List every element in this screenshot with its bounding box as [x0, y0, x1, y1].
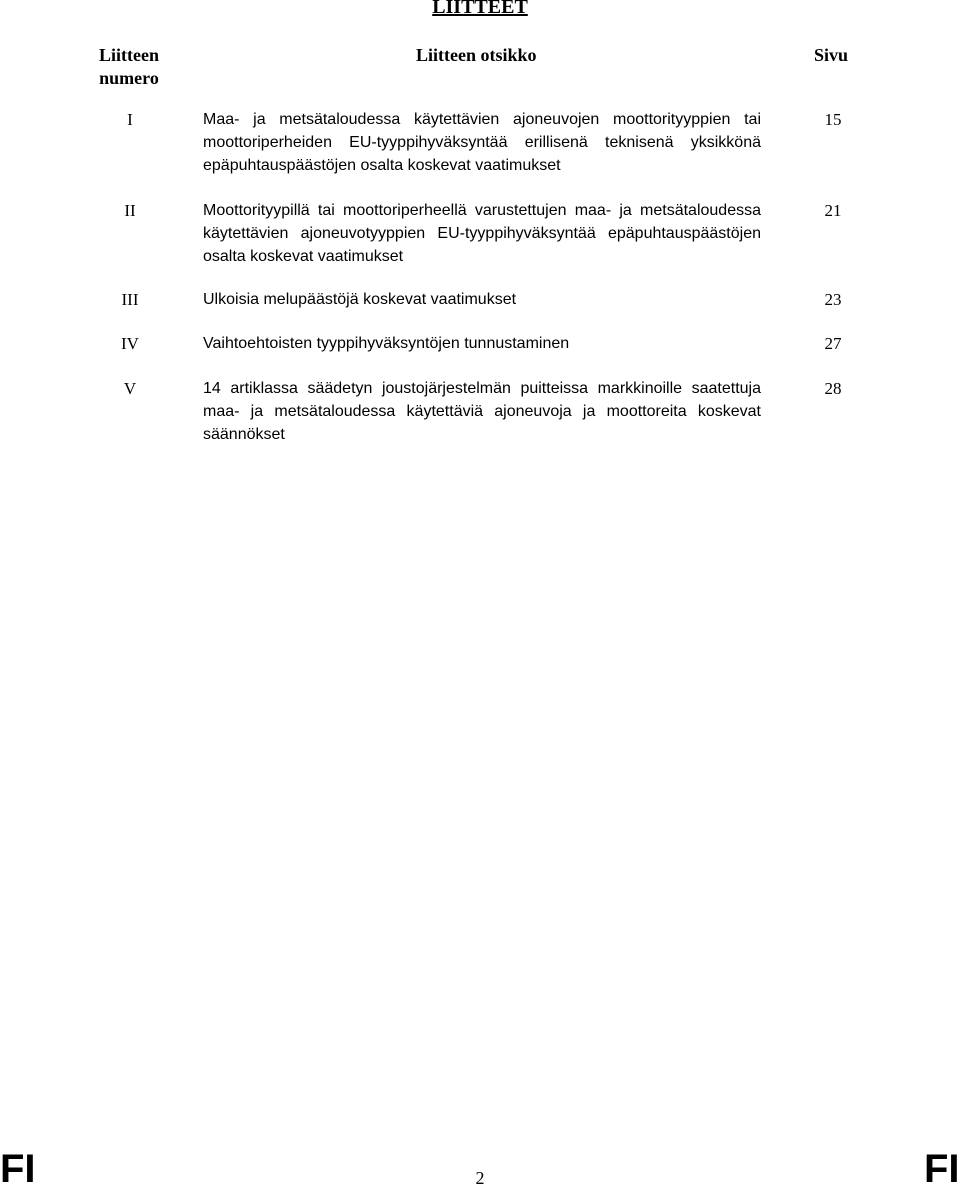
annex-number: II: [124, 201, 136, 220]
footer-language-left: FI: [0, 1147, 36, 1191]
annex-title: Ulkoisia melupäästöjä koskevat vaatimukset: [203, 291, 517, 308]
page-title: LIITTEET: [432, 0, 528, 18]
annex-title: Vaihtoehtoisten tyyppihyväksyntöjen tunnustaminen: [203, 335, 570, 352]
annex-title: Maa- ja metsätaloudessa käytettävien ajoneuvojen moottorityyppien tai moottoriperheiden EU-tyyppihyväksyntää erillisenä teknisenä yksikkönä epäpuhtauspäästöjen osalta koskevat vaatimukset: [203, 111, 761, 174]
annex-page: 21: [824, 201, 842, 220]
footer-language-right: FI: [924, 1147, 960, 1191]
footer-page-number: 2: [475, 1168, 485, 1188]
annex-page: 15: [824, 110, 842, 129]
annex-page: 28: [824, 379, 842, 398]
annex-page: 27: [824, 334, 842, 353]
annex-number: IV: [121, 334, 139, 353]
column-header-page: Sivu: [814, 45, 849, 65]
annex-number: I: [127, 110, 133, 129]
annex-number: III: [121, 290, 139, 309]
annex-page: 23: [824, 290, 842, 309]
annex-title: 14 artiklassa säädetyn joustojärjestelmän puitteissa markkinoille saatettuja maa- ja metsätaloudessa käytettäviä ajoneuvoja ja moottoreita koskevat säännökset: [203, 380, 761, 443]
annex-number: V: [123, 379, 137, 398]
annex-title: Moottorityypillä tai moottoriperheellä varustettujen maa- ja metsätaloudessa käytettävien ajoneuvotyyppien EU-tyyppihyväksyntää epäpuhtauspäästöjen osalta koskevat vaatimukset: [203, 202, 761, 265]
column-header-title: Liitteen otsikko: [416, 45, 537, 65]
column-header-number: Liitteen numero: [99, 45, 159, 88]
